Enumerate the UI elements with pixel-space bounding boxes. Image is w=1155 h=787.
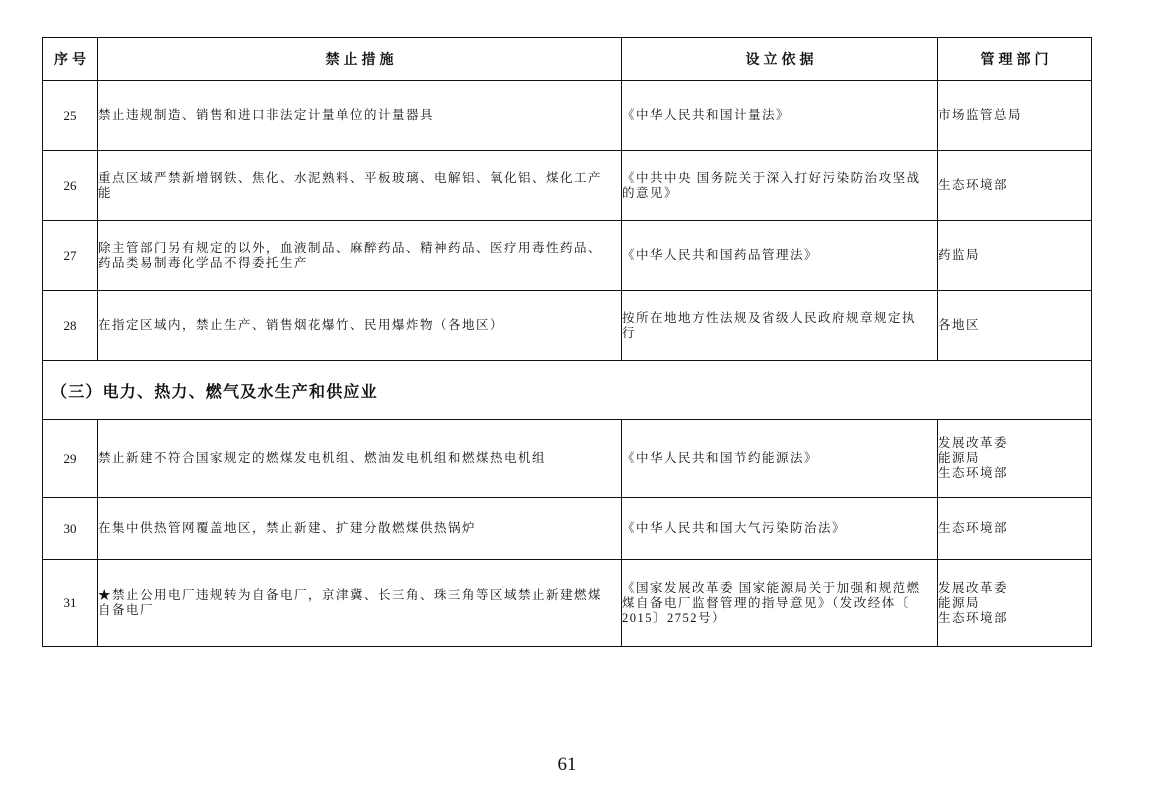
department-cell bbox=[938, 81, 1092, 151]
basis-cell bbox=[622, 221, 938, 291]
row-number: 28 bbox=[43, 291, 98, 361]
measure-cell bbox=[98, 420, 622, 498]
basis-cell bbox=[622, 81, 938, 151]
department-line: 各地区 bbox=[938, 318, 981, 332]
basis-line: 的意见》 bbox=[622, 185, 679, 200]
measure-line: 除主管部门另有规定的以外，血液制品、麻醉药品、精神药品、医疗用毒性药品、 bbox=[98, 240, 603, 255]
department-line: 生态环境部 bbox=[938, 178, 1009, 192]
basis-line: 按所在地地方性法规及省级人民政府规章规定执 bbox=[622, 310, 917, 325]
measure-line: 在指定区域内，禁止生产、销售烟花爆竹、民用爆炸物（各地区） bbox=[98, 318, 505, 332]
table-row bbox=[43, 420, 1092, 498]
department-line: 药监局 bbox=[938, 248, 981, 262]
table-row bbox=[43, 81, 1092, 151]
basis-cell bbox=[622, 560, 938, 647]
basis-cell bbox=[622, 420, 938, 498]
department-line: 能源局 bbox=[938, 595, 981, 610]
basis-line: 《中共中央 国务院关于深入打好污染防治攻坚战 bbox=[622, 170, 921, 185]
measure-line: ★禁止公用电厂违规转为自备电厂，京津冀、长三角、珠三角等区域禁止新建燃煤 bbox=[98, 588, 603, 602]
measure-line: 禁止违规制造、销售和进口非法定计量单位的计量器具 bbox=[98, 108, 435, 122]
table-row bbox=[43, 151, 1092, 221]
header-measure: 禁止措施 bbox=[98, 38, 622, 81]
basis-line: 《中华人民共和国大气污染防治法》 bbox=[622, 521, 847, 535]
basis-cell bbox=[622, 291, 938, 361]
row-number: 25 bbox=[43, 81, 98, 151]
department-cell bbox=[938, 291, 1092, 361]
department-line: 市场监管总局 bbox=[938, 108, 1023, 122]
basis-line: 行 bbox=[622, 325, 637, 340]
table-row bbox=[43, 221, 1092, 291]
table-row bbox=[43, 498, 1092, 560]
basis-line: 《中华人民共和国药品管理法》 bbox=[622, 248, 819, 262]
section-row bbox=[43, 361, 1092, 420]
page-number: 61 bbox=[557, 754, 577, 775]
department-line: 生态环境部 bbox=[938, 610, 1009, 625]
row-number: 26 bbox=[43, 151, 98, 221]
measure-cell bbox=[98, 81, 622, 151]
row-number: 27 bbox=[43, 221, 98, 291]
measure-line: 药品类易制毒化学品不得委托生产 bbox=[98, 255, 309, 270]
row-number: 29 bbox=[43, 420, 98, 498]
measure-line: 能 bbox=[98, 185, 113, 200]
basis-line: 《中华人民共和国计量法》 bbox=[622, 108, 791, 122]
measure-cell bbox=[98, 560, 622, 647]
measure-line: 重点区域严禁新增钢铁、焦化、水泥熟料、平板玻璃、电解铝、氧化铝、煤化工产 bbox=[98, 170, 603, 185]
department-cell bbox=[938, 560, 1092, 647]
header-row bbox=[43, 38, 1092, 81]
measure-line: 自备电厂 bbox=[98, 603, 155, 617]
department-cell bbox=[938, 498, 1092, 560]
department-cell bbox=[938, 420, 1092, 498]
measure-line: 禁止新建不符合国家规定的燃煤发电机组、燃油发电机组和燃煤热电机组 bbox=[98, 451, 547, 465]
measure-cell bbox=[98, 151, 622, 221]
department-line: 能源局 bbox=[938, 451, 981, 465]
header-department: 管理部门 bbox=[938, 38, 1092, 81]
basis-line: 《中华人民共和国节约能源法》 bbox=[622, 451, 819, 465]
department-line: 生态环境部 bbox=[938, 466, 1009, 480]
table-row bbox=[43, 560, 1092, 647]
table-row bbox=[43, 291, 1092, 361]
basis-line: 《国家发展改革委 国家能源局关于加强和规范燃 bbox=[622, 580, 921, 595]
section-title: （三）电力、热力、燃气及水生产和供应业 bbox=[43, 361, 1092, 420]
measure-line: 在集中供热管网覆盖地区，禁止新建、扩建分散燃煤供热锅炉 bbox=[98, 521, 477, 535]
prohibition-table bbox=[42, 37, 1092, 647]
row-number: 30 bbox=[43, 498, 98, 560]
basis-cell bbox=[622, 151, 938, 221]
basis-line: 煤自备电厂监督管理的指导意见》（发改经体〔 bbox=[622, 595, 910, 610]
department-cell bbox=[938, 221, 1092, 291]
measure-cell bbox=[98, 221, 622, 291]
department-line: 发展改革委 bbox=[938, 580, 1009, 595]
header-basis: 设立依据 bbox=[622, 38, 938, 81]
basis-cell bbox=[622, 498, 938, 560]
measure-cell bbox=[98, 498, 622, 560]
row-number: 31 bbox=[43, 560, 98, 647]
basis-line: 2015〕2752号） bbox=[622, 610, 727, 625]
department-line: 发展改革委 bbox=[938, 436, 1009, 450]
header-no: 序号 bbox=[43, 38, 98, 81]
department-cell bbox=[938, 151, 1092, 221]
department-line: 生态环境部 bbox=[938, 521, 1009, 535]
measure-cell bbox=[98, 291, 622, 361]
